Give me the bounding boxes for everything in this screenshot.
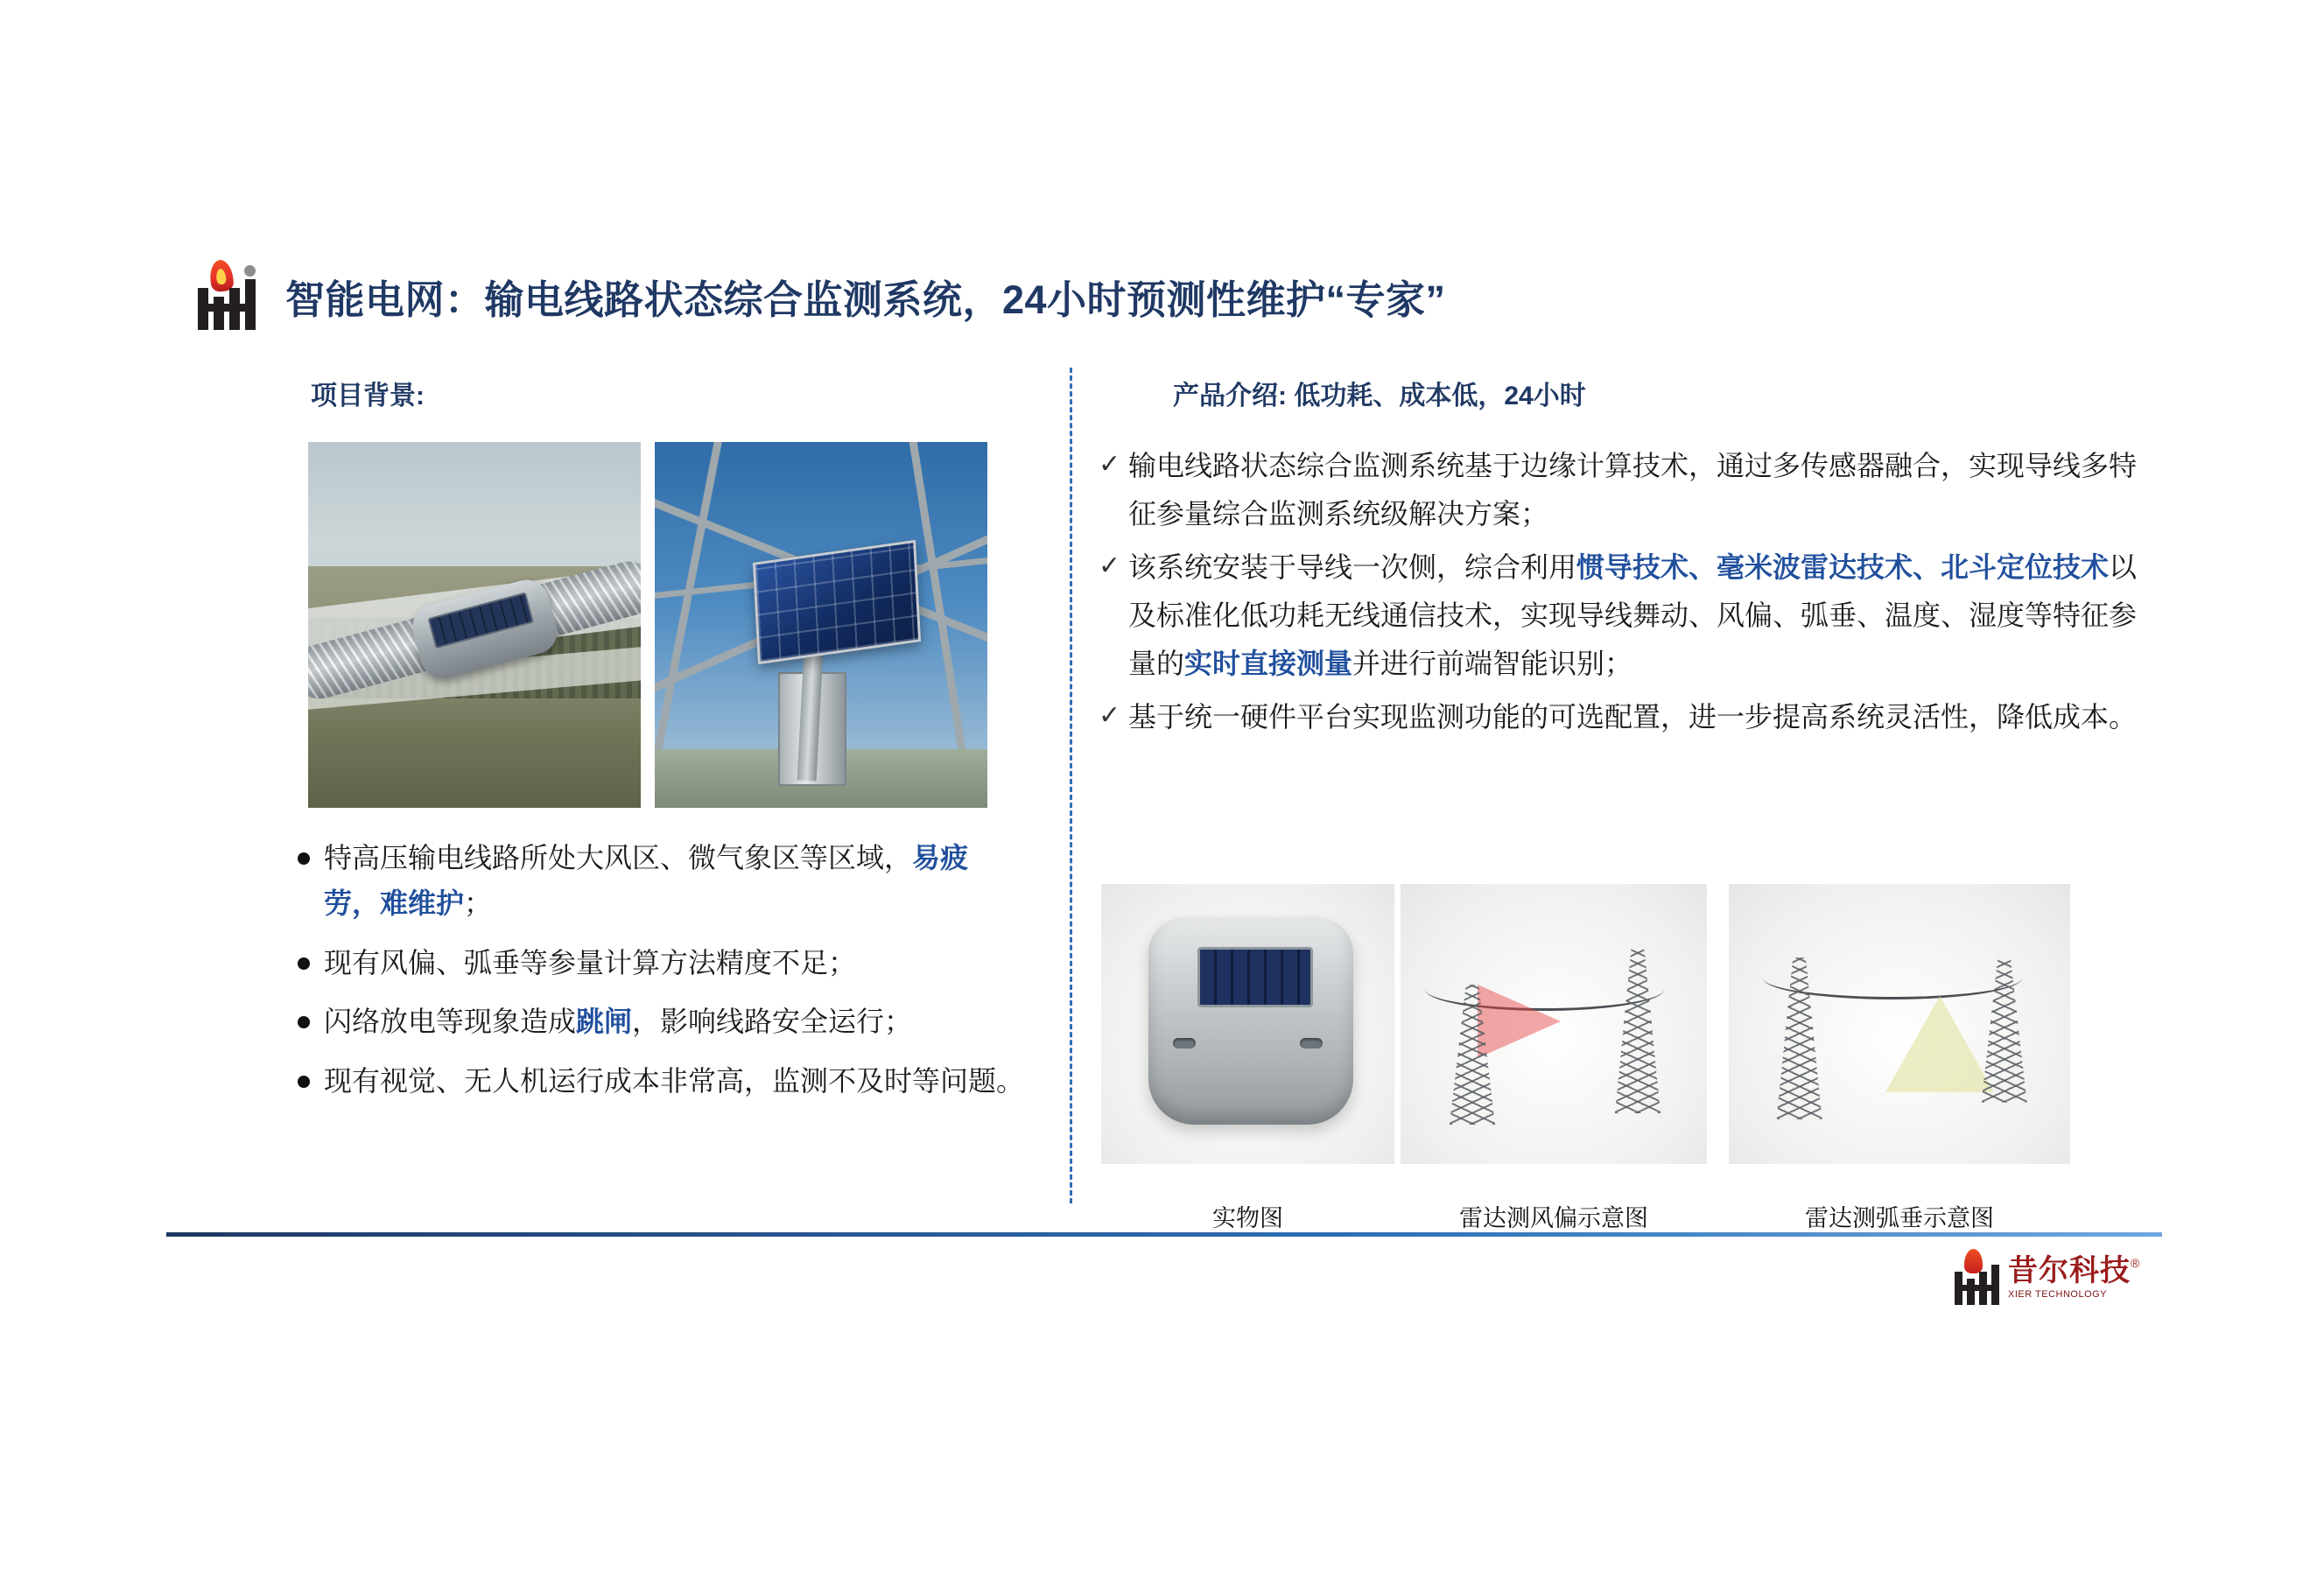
feature-text: 该系统安装于导线一次侧，综合利用惯导技术、毫米波雷达技术、北斗定位技术以及标准化低功耗无线通信技术，实现导线舞动、风偏、弧垂、温度、湿度等特征参量的实时直接测量并进行前端智能识别； — [1128, 551, 2138, 680]
diagram-radar-sag — [1729, 884, 2070, 1164]
radar-beam-icon — [1885, 996, 1994, 1092]
bullet-dot-icon — [298, 852, 310, 865]
check-icon: ✓ — [1099, 551, 1121, 581]
list-item — [298, 836, 1024, 927]
list-item — [298, 1059, 1024, 1105]
diagram-radar-wind-deflection — [1401, 884, 1707, 1164]
footer-company-logo — [1952, 1247, 2153, 1308]
photo-solar-panel-tower — [655, 442, 987, 808]
image-caption: 雷达测风偏示意图 — [1459, 1205, 1648, 1231]
company-logo-icon — [194, 258, 266, 333]
check-icon: ✓ — [1099, 450, 1121, 479]
bullet-text: 现有风偏、弧垂等参量计算方法精度不足； — [324, 946, 857, 978]
company-logo-icon — [1952, 1249, 2008, 1307]
photo-device-enclosure — [1101, 884, 1394, 1164]
image-caption: 雷达测弧垂示意图 — [1805, 1205, 1994, 1231]
list-item — [298, 941, 1024, 986]
photo-cable-sensor — [308, 442, 641, 808]
column-divider — [1070, 368, 1072, 1203]
footer-company-name-cn: 昔尔科技® — [2008, 1254, 2140, 1287]
right-feature-list — [1099, 442, 2149, 747]
page-title: 智能电网：输电线路状态综合监测系统，24小时预测性维护“专家” — [285, 277, 1446, 322]
radar-beam-icon — [1478, 985, 1561, 1058]
slide-header — [194, 254, 2146, 338]
bullet-dot-icon — [298, 957, 310, 970]
bullet-dot-icon — [298, 1076, 310, 1088]
right-section-heading: 产品介绍: 低功耗、成本低，24小时 — [1173, 382, 1586, 410]
list-item — [1099, 544, 2149, 688]
image-caption: 实物图 — [1212, 1205, 1283, 1231]
bullet-dot-icon — [298, 1016, 310, 1028]
bullet-text: 特高压输电线路所处大风区、微气象区等区域，易疲劳，难维护； — [324, 842, 969, 919]
left-bullet-list — [298, 836, 1024, 1119]
registered-mark-icon: ® — [2131, 1256, 2140, 1270]
check-icon: ✓ — [1099, 701, 1121, 731]
list-item — [298, 999, 1024, 1045]
feature-text: 基于统一硬件平台实现监测功能的可选配置，进一步提高系统灵活性，降低成本。 — [1128, 701, 2138, 733]
list-item — [1099, 442, 2149, 538]
footer-company-name-en: XIER TECHNOLOGY — [2008, 1289, 2108, 1300]
footer-divider — [166, 1232, 2162, 1237]
feature-text: 输电线路状态综合监测系统基于边缘计算技术，通过多传感器融合，实现导线多特征参量综合监测系统级解决方案； — [1128, 450, 2138, 530]
bullet-text: 现有视觉、无人机运行成本非常高，监测不及时等问题。 — [324, 1065, 1025, 1098]
bullet-text: 闪络放电等现象造成跳闸，影响线路安全运行； — [324, 1006, 913, 1038]
left-section-heading: 项目背景: — [311, 382, 425, 410]
list-item — [1099, 693, 2149, 741]
